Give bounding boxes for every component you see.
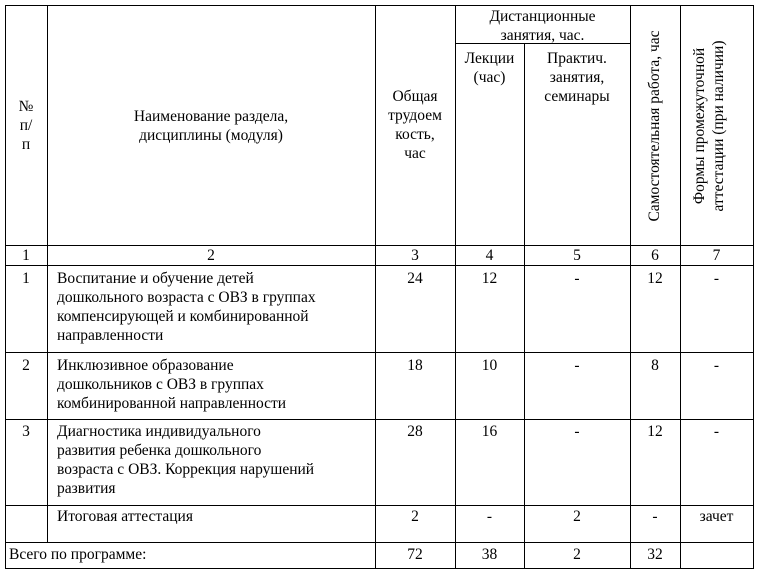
border-colnums-bottom: [5, 265, 754, 266]
row-3-form: -: [713, 423, 720, 440]
row-4-lectures: -: [486, 508, 493, 525]
row-4-name: Итоговая аттестация: [57, 508, 193, 525]
header-total: Общая трудоем кость, час: [388, 88, 442, 162]
row-4-practice: 2: [573, 508, 581, 525]
border-col4: [524, 43, 525, 569]
row-2-num: 2: [22, 357, 30, 374]
border-row4-bottom: [5, 542, 754, 543]
row-2-name: Инклюзивное образование дошкольников с ОВЗ в группах комбинированной направленности: [57, 357, 287, 412]
row-1-form: -: [713, 270, 720, 287]
header-name: Наименование раздела, дисциплины (модуля): [133, 108, 289, 144]
row-1-practice: -: [574, 270, 580, 287]
row-3-num: 3: [22, 423, 30, 440]
row-3-practice: -: [574, 423, 580, 440]
footer-label: Всего по программе:: [9, 546, 147, 563]
footer-practice: 2: [573, 546, 581, 563]
colnum-6: 6: [651, 247, 659, 264]
header-num: № п/ п: [18, 98, 34, 153]
border-top: [5, 5, 754, 6]
footer-self: 32: [647, 546, 663, 563]
colnum-3: 3: [411, 247, 419, 264]
row-3-total: 28: [407, 423, 423, 440]
header-distance: Дистанционные занятия, час.: [489, 8, 596, 44]
row-1-lectures: 12: [481, 270, 498, 287]
curriculum-table: [5, 5, 754, 569]
footer-total: 72: [407, 546, 423, 563]
row-4-form: зачет: [699, 508, 734, 525]
border-row1-bottom: [5, 352, 754, 353]
border-row2-bottom: [5, 419, 754, 420]
row-3-self: 12: [647, 423, 663, 440]
header-forms: Формы промежуточной аттестации (при наличии): [691, 40, 727, 212]
row-1-name: Воспитание и обучение детей дошкольного возраста с ОВЗ в группах компенсирующей и комбинированной направленности: [57, 270, 316, 344]
row-2-form: -: [713, 357, 720, 374]
colnum-1: 1: [22, 247, 30, 264]
row-1-self: 12: [647, 270, 663, 287]
colnum-2: 2: [207, 247, 215, 264]
colnum-5: 5: [573, 247, 581, 264]
footer-lectures: 38: [481, 546, 498, 563]
header-lectures: Лекции (час): [464, 50, 515, 86]
row-2-total: 18: [407, 357, 423, 374]
row-2-lectures: 10: [481, 357, 498, 374]
row-3-lectures: 16: [481, 423, 498, 440]
row-2-practice: -: [574, 357, 580, 374]
row-2-self: 8: [651, 357, 659, 374]
border-right: [753, 5, 754, 569]
row-4-self: -: [652, 508, 658, 525]
header-practice: Практич. занятия, семинары: [544, 50, 610, 105]
border-row3-bottom: [5, 505, 754, 506]
row-1-total: 24: [407, 270, 423, 287]
border-bottom: [5, 568, 754, 569]
row-1-num: 1: [22, 270, 30, 287]
border-col1: [47, 5, 48, 542]
row-4-total: 2: [411, 508, 419, 525]
colnum-7: 7: [712, 247, 721, 264]
row-3-name: Диагностика индивидуального развития ребенка дошкольного возраста с ОВЗ. Коррекция нарушений развития: [57, 423, 315, 497]
header-selfwork: Самостоятельная работа, час: [646, 30, 663, 222]
colnum-4: 4: [485, 247, 494, 264]
